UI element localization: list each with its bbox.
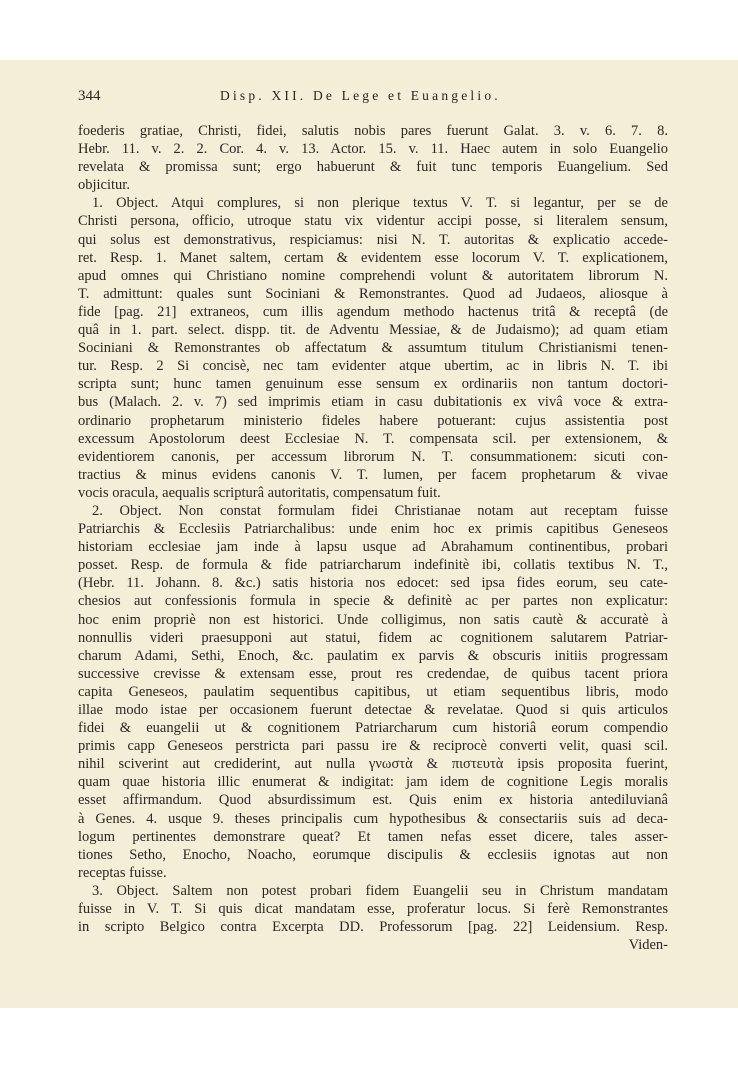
- text-line: objicitur.: [78, 177, 130, 194]
- text-line: esset affirmandum. Quod absurdissimum est. Quis enim ex historia antediluvianâ: [78, 792, 668, 809]
- text-line: bus (Malach. 2. v. 7) sed imprimis etiam in casu dubitationis ex vivâ voce & extra-: [78, 394, 668, 411]
- text-line: fidei & euangelii ut & cognitionem Patriarcharum cum historiâ eorum compendio: [78, 720, 668, 737]
- text-line: receptas fuisse.: [78, 864, 167, 881]
- text-line: Sociniani & Remonstrantes ob affectatum & assumtum titulum Christianismi tenen-: [78, 340, 668, 357]
- text-line: Christi persona, officio, utroque statu vix videntur accipi posse, si literalem sensum,: [78, 213, 668, 230]
- book-page: [0, 60, 738, 1008]
- text-line: illae modo istae per occasionem fuerunt detectae & revelatae. Quod si quis articulos: [78, 702, 668, 718]
- text-line: posset. Resp. de formula & fide patriarcharum indefinitè ibi, collatis textibus N. T.,: [78, 557, 668, 574]
- text-line: tractius & minus evidens canonis V. T. lumen, per facem prophetarum & vivae: [78, 466, 668, 483]
- text-line: chesios aut confessionis formula in specie & definitè ac per partes non explicatur:: [78, 593, 668, 610]
- text-line: excessum Apostolorum deest Ecclesiae N. T. compensata scil. per extensionem, &: [78, 430, 668, 447]
- text-line: charum Adami, Sethi, Enoch, &c. paulatim ex parvis & obscuris initiis progressam: [78, 647, 668, 664]
- text-line: ordinario prophetarum ministerio fideles habere potuerant: cujus assistentia post: [78, 412, 668, 429]
- running-title: Disp. XII. De Lege et Euangelio.: [220, 88, 501, 103]
- text-line: in scripto Belgico contra Excerpta DD. Professorum [pag. 22] Leidensium. Resp.: [78, 919, 668, 936]
- text-line: nihil sciverint aut crediderint, aut nulla γνωστὰ & πιστευτὰ ipsis proposita fuerint,: [78, 756, 668, 773]
- text-line: primis capp Geneseos perstricta pari passu ire & reciprocè converti velit, quasi scil.: [78, 738, 668, 755]
- text-line: evidentiorem canonis, per accessum librorum N. T. consummationem: sicuti con-: [78, 448, 668, 465]
- text-line: fuisse in V. T. Si quis dicat mandatam esse, proferatur locus. Si ferè Remonstrantes: [78, 901, 668, 918]
- text-line: Patriarchis & Ecclesiis Patriarchalibus: unde enim hoc ex primis capitibus Geneseos: [78, 521, 668, 538]
- text-line: Viden-: [628, 937, 668, 954]
- text-line: revelata & promissa sunt; ergo habuerunt & fuit tunc temporis Euangelium. Sed: [78, 159, 668, 176]
- body-text: [78, 122, 668, 954]
- text-line: 1. Object. Atqui complures, si non plerique textus V. T. si legantur, per se de: [92, 195, 668, 212]
- text-line: T. admittunt: quales sunt Sociniani & Remonstrantes. Quod ad Judaeos, aliosque à: [78, 285, 668, 302]
- text-line: Hebr. 11. v. 2. 2. Cor. 4. v. 13. Actor. 15. v. 11. Haec autem in solo Euangelio: [78, 141, 668, 158]
- text-line: quam quae historia illic enumerat & indigitat: jam idem de cognitione Legis moralis: [78, 774, 668, 791]
- text-line: quâ in 1. part. select. dispp. tit. de Adventu Messiae, & de Judaismo); ad quam etiam: [78, 322, 668, 339]
- text-line: (Hebr. 11. Johann. 8. &c.) satis historia nos edocet: sed ipsa fides eorum, seu cate-: [78, 575, 668, 592]
- text-line: nonnullis videri praesupponi aut statui, fidem ac cognitionem salutarem Patriar-: [78, 629, 668, 646]
- text-line: 2. Object. Non constat formulam fidei Christianae notam aut receptam fuisse: [92, 502, 668, 519]
- text-line: foederis gratiae, Christi, fidei, salutis nobis pares fuerunt Galat. 3. v. 6. 7. 8.: [78, 123, 668, 139]
- text-line: vocis oracula, aequalis scripturâ autoritatis, compensatum fuit.: [78, 484, 441, 501]
- text-line: capita Geneseos, paulatim sequentibus capitibus, ut etiam sequentibus libris, modo: [78, 683, 668, 700]
- text-line: apud omnes qui Christiano nomine comprehendi volunt & autoritatem librorum N.: [78, 267, 668, 284]
- text-line: historiam ecclesiae jam inde à lapsu usque ad Abrahamum continentibus, probari: [78, 539, 668, 556]
- text-line: ret. Resp. 1. Manet saltem, certam & evidentem esse locorum V. T. explicationem,: [78, 249, 668, 266]
- text-line: successive crevisse & extensam esse, prout res credendae, de quibus tacent priora: [78, 665, 668, 682]
- text-line: qui solus est demonstrativus, respiciamus: nisi N. T. autoritas & explicatio accede-: [78, 231, 668, 248]
- text-line: à Genes. 4. usque 9. theses principalis cum hypothesibus & consectariis suis ad deca-: [78, 810, 668, 827]
- text-line: tiones Setho, Enocho, Noacho, eorumque discipulis & ecclesiis ignotas aut non: [78, 846, 668, 863]
- text-line: 3. Object. Saltem non potest probari fidem Euangelii seu in Christum mandatam: [92, 882, 668, 899]
- text-line: fide [pag. 21] extraneos, cum illis agendum methodo hactenus tritâ & receptâ (de: [78, 303, 668, 320]
- page-number: 344: [78, 88, 101, 104]
- text-line: tur. Resp. 2 Si concisè, nec tam evidenter atque ubertim, ac in libris N. T. ibi: [78, 358, 668, 375]
- text-line: logum pertinentes demonstrare queat? Et tamen nefas esset dicere, tales asser-: [78, 828, 668, 845]
- text-line: hoc enim propriè non est historici. Unde colligimus, non satis cautè & accuratè à: [78, 611, 668, 628]
- text-line: scripta sunt; hunc tamen genuinum esse sensum ex ordinariis non tantum doctori-: [78, 376, 668, 393]
